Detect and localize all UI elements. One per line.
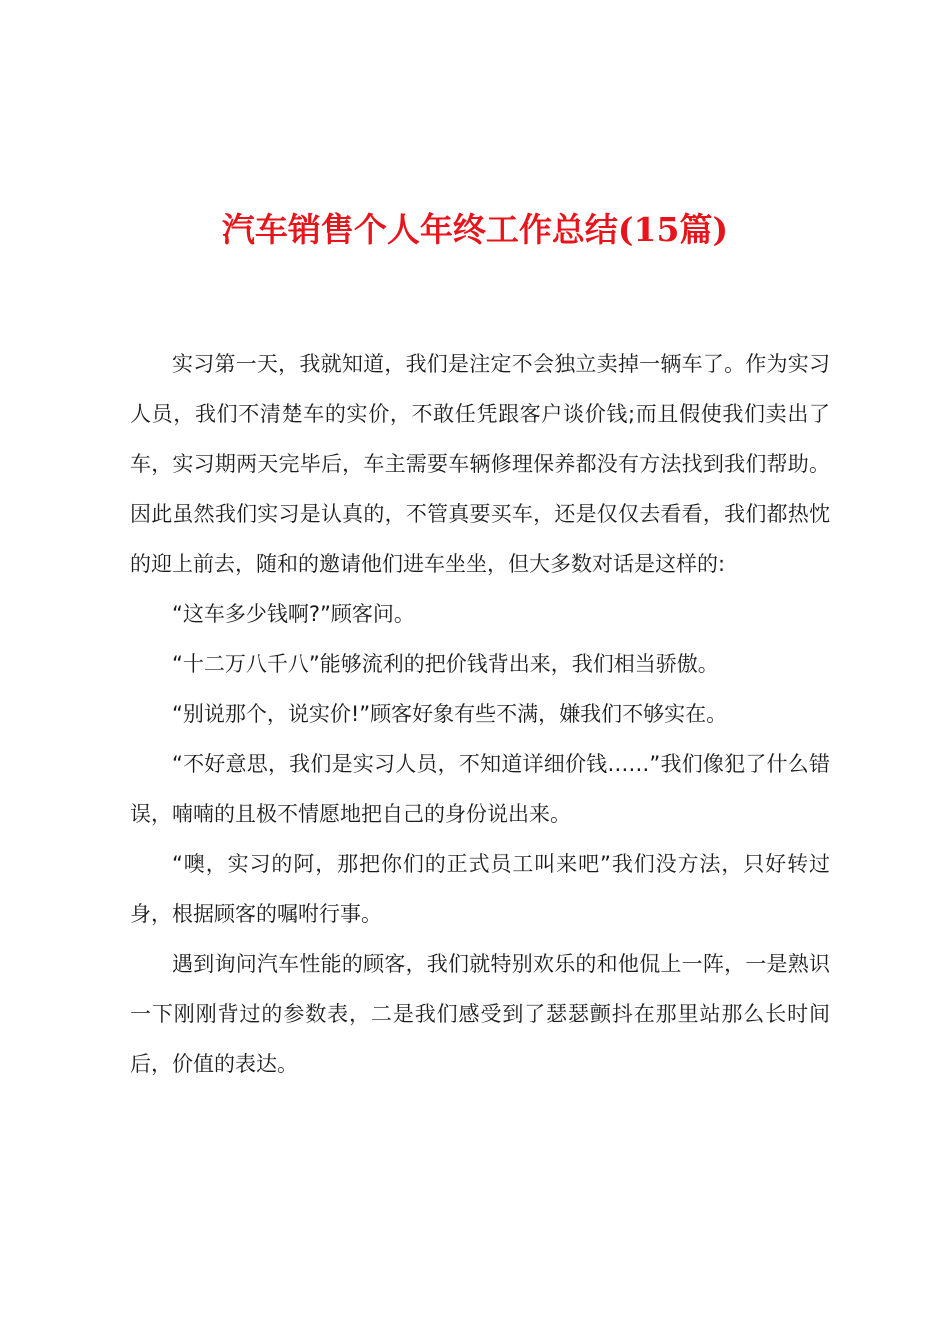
paragraph-4: “别说那个，说实价!”顾客好象有些不满，嫌我们不够实在。 — [172, 702, 728, 726]
document-title: 汽车销售个人年终工作总结(15篇) — [221, 210, 729, 250]
paragraph-3: “十二万八千八”能够流利的把价钱背出来，我们相当骄傲。 — [172, 652, 719, 676]
paragraph-1: 实习第一天，我就知道，我们是注定不会独立卖掉一辆车了。作为实习人员，我们不清楚车的实价，不敢任凭跟客户谈价钱;而且假使我们卖出了车，实习期两天完毕后，车主需要车辆修理保养都没有方法找到我们帮助。因此虽然我们实习是认真的，不管真要买车，还是仅仅去看看，我们都热忱的迎上前去，随和的邀请他们进车坐坐，但大多数对话是这样的: — [130, 352, 830, 576]
paragraph-2: “这车多少钱啊?”顾客问。 — [172, 602, 415, 626]
paragraph-5: “不好意思，我们是实习人员，不知道详细价钱……”我们像犯了什么错误，喃喃的且极不情愿地把自己的身份说出来。 — [130, 752, 830, 826]
paragraph-6: “噢，实习的阿，那把你们的正式员工叫来吧”我们没方法，只好转过身，根据顾客的嘱咐行事。 — [130, 852, 830, 926]
paragraph-7: 遇到询问汽车性能的顾客，我们就特别欢乐的和他侃上一阵，一是熟识一下刚刚背过的参数表，二是我们感受到了瑟瑟颤抖在那里站那么长时间后，价值的表达。 — [130, 952, 830, 1076]
document-body — [130, 339, 830, 1089]
